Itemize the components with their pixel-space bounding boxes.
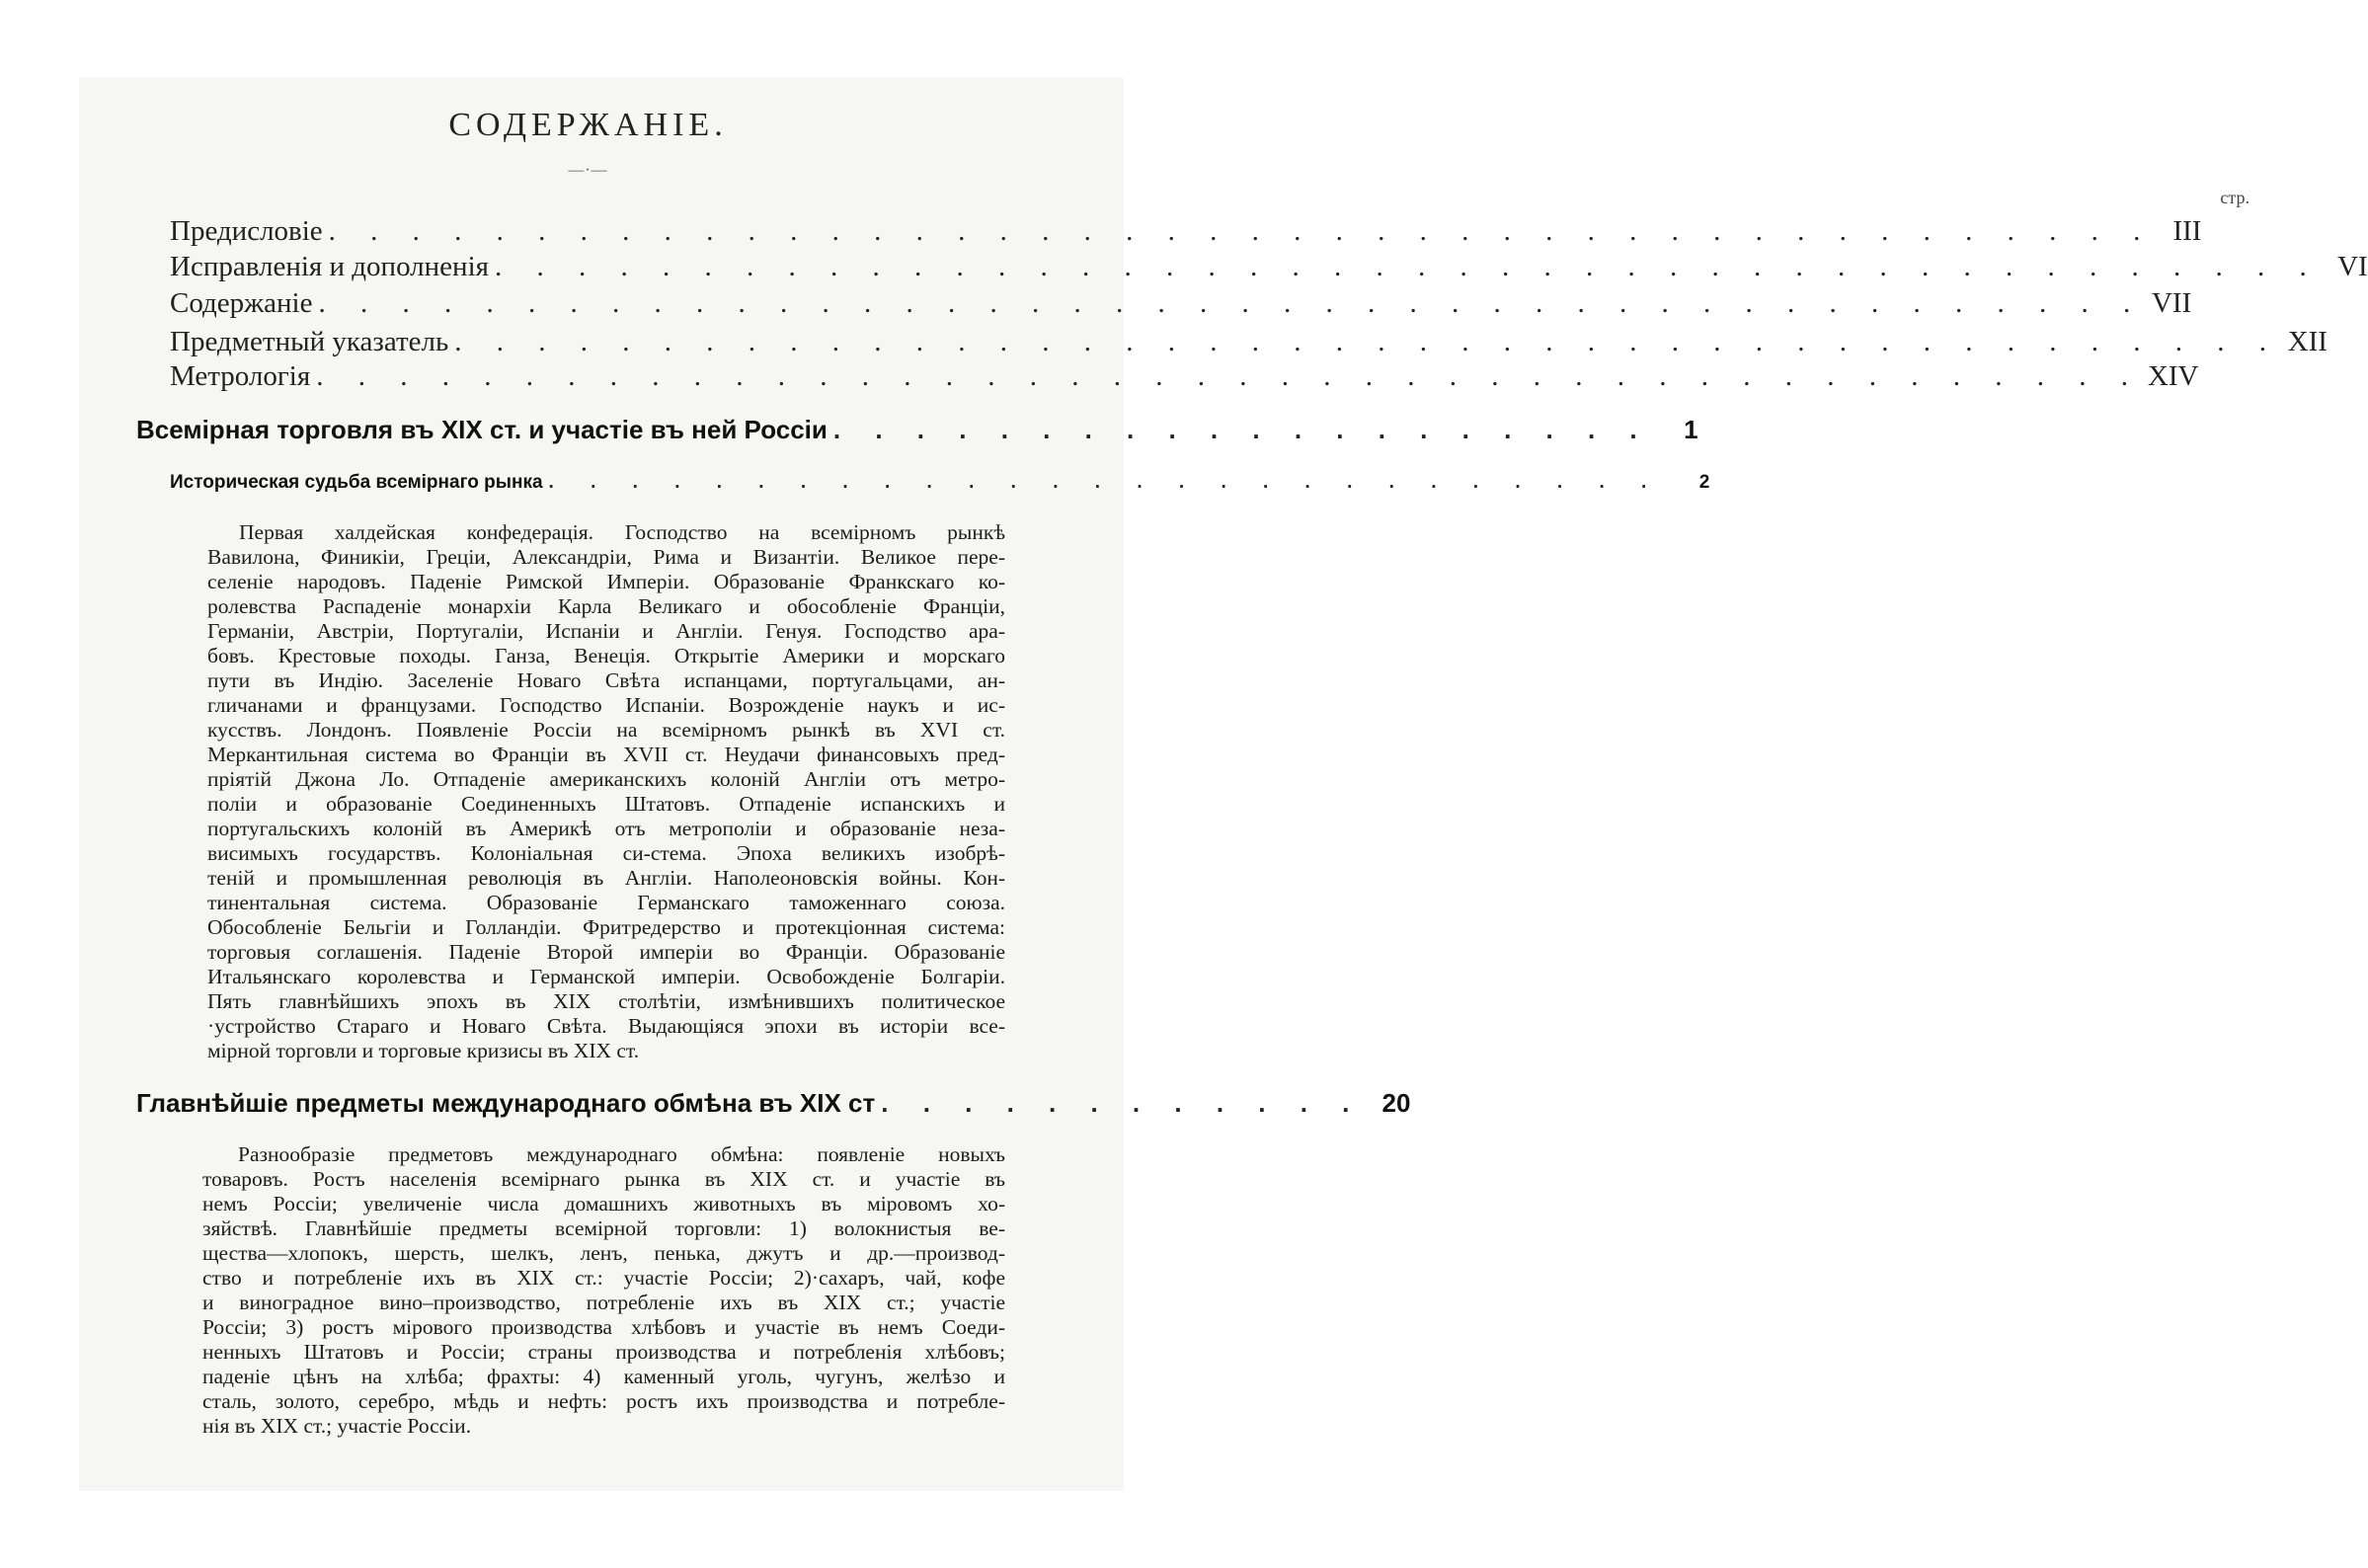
toc-entry-page: XIV bbox=[2147, 360, 2199, 392]
summary-line: сталь, золото, серебро, мѣдь и нефть: ростъ ихъ производства и потребле- bbox=[202, 1389, 1005, 1413]
summary-line: Меркантильная система во Франціи въ XVII ст. Неудачи финансовыхъ пред- bbox=[207, 743, 1005, 766]
section-summary-paragraph bbox=[202, 1142, 1005, 1439]
summary-line: Вавилона, Финикіи, Греціи, Александріи, Рима и Византіи. Великое пере- bbox=[207, 545, 1005, 569]
toc-entry-metrology[interactable] bbox=[170, 360, 2199, 393]
summary-line: селеніе народовъ. Паденіе Римской Имперіи. Образованіе Франкскаго ко- bbox=[207, 570, 1005, 593]
summary-line: ·устройство Стараго и Новаго Свѣта. Выдающіяся эпохи въ исторіи все- bbox=[207, 1014, 1005, 1038]
section-page: 20 bbox=[1381, 1088, 1411, 1118]
summary-line: зяйствѣ. Главнѣйшіе предметы всемірной торговли: 1) волокнистыя ве- bbox=[202, 1216, 1005, 1240]
toc-subsection-historical-fate[interactable] bbox=[170, 472, 1710, 494]
summary-line: гличанами и французами. Господство Испаніи. Возрожденіе наукъ и ис- bbox=[207, 693, 1005, 717]
page-column-label: стр. bbox=[2220, 188, 2250, 207]
summary-line: тинентальная система. Образованіе Германскаго таможеннаго союза. bbox=[207, 891, 1005, 914]
leader-dots: . . . . . . . . . . . . . . . . . . . . . . . . . . . . . . . . . . . . . . . . . . . . bbox=[454, 326, 2280, 357]
summary-line: ролевства Распаденіе монархіи Карла Великаго и обособленіе Франціи, bbox=[207, 594, 1005, 618]
toc-entry-page: VI bbox=[2337, 251, 2368, 282]
toc-section-main-exchange-items[interactable] bbox=[136, 1088, 1411, 1119]
summary-line: немъ Россіи; увеличеніе числа домашнихъ животныхъ въ міровомъ хо- bbox=[202, 1192, 1005, 1215]
toc-entry-label: Метрологія bbox=[170, 360, 311, 392]
leader-dots: . . . . . . . . . . . . . . . . . . . . . . . . . . . . . . . . . . . . . . . . . . . . bbox=[316, 360, 2142, 392]
summary-line: поліи и образованіе Соединенныхъ Штатовъ. Отпаденіе испанскихъ и bbox=[207, 792, 1005, 816]
toc-entry-page: III bbox=[2172, 215, 2202, 247]
toc-entry-preface[interactable] bbox=[170, 215, 2202, 248]
summary-line: Первая халдейская конфедерація. Господство на всемірномъ рынкѣ bbox=[239, 520, 1005, 544]
toc-entry-page: VII bbox=[2151, 287, 2192, 319]
summary-line: Россіи; 3) ростъ мірового производства хлѣбовъ и участіе въ немъ Соеди- bbox=[202, 1315, 1005, 1339]
leader-dots: . . . . . . . . . . . . . . . . . . . . . . . . . . . . . . . . . . . . . . . . . . . . bbox=[318, 287, 2145, 319]
toc-entry-label: Исправленія и дополненія bbox=[170, 251, 489, 282]
summary-line: Разнообразіе предметовъ международнаго обмѣна: появленіе новыхъ bbox=[238, 1142, 1005, 1166]
summary-line: ство и потребленіе ихъ въ XIX ст.: участіе Россіи; 2)·сахаръ, чай, кофе bbox=[202, 1266, 1005, 1290]
summary-line: товаровъ. Ростъ населенія всемірнаго рынка въ XIX ст. и участіе въ bbox=[202, 1167, 1005, 1191]
summary-line: щества—хлопокъ, шерсть, шелкъ, ленъ, пенька, джутъ и др.—производ- bbox=[202, 1241, 1005, 1265]
summary-line: пріятій Джона Ло. Отпаденіе американскихъ колоній Англіи отъ метро- bbox=[207, 767, 1005, 791]
summary-line: бовъ. Крестовые походы. Ганза, Венеція. Открытіе Америки и морскаго bbox=[207, 644, 1005, 667]
section-summary-paragraph bbox=[207, 520, 1005, 1063]
toc-entry-page: XII bbox=[2287, 326, 2328, 357]
summary-line: торговыя соглашенія. Паденіе Второй имперіи во Франціи. Образованіе bbox=[207, 940, 1005, 964]
summary-line: пути въ Индію. Заселеніе Новаго Свѣта испанцами, португальцами, ан- bbox=[207, 668, 1005, 692]
summary-line: теній и промышленная революція въ Англіи. Наполеоновскія войны. Кон- bbox=[207, 866, 1005, 890]
page-title: СОДЕРЖАНІЕ. bbox=[448, 107, 728, 143]
summary-line: висимыхъ государствъ. Колоніальная си-стема. Эпоха великихъ изобрѣ- bbox=[207, 841, 1005, 865]
summary-line: и виноградное вино–производство, потребленіе ихъ въ XIX ст.; участіе bbox=[202, 1291, 1005, 1314]
toc-entry-corrections[interactable] bbox=[170, 251, 2368, 283]
summary-line: Германіи, Австріи, Португаліи, Испаніи и Англіи. Генуя. Господство ара- bbox=[207, 619, 1005, 643]
section-heading: Главнѣйшіе предметы международнаго обмѣна въ XIX ст bbox=[136, 1088, 876, 1118]
toc-entry-label: Предметный указатель bbox=[170, 326, 449, 357]
section-heading: Всемірная торговля въ XIX ст. и участіе въ ней Россіи bbox=[136, 415, 828, 444]
summary-line: Пять главнѣйшихъ эпохъ въ XIX столѣтіи, измѣнившихъ политическое bbox=[207, 989, 1005, 1013]
summary-line: португальскихъ колоній въ Америкѣ отъ метрополіи и образованіе неза- bbox=[207, 817, 1005, 840]
toc-entry-subject-index[interactable] bbox=[170, 326, 2328, 358]
toc-entry-label: Содержаніе bbox=[170, 287, 313, 319]
section-page: 1 bbox=[1684, 415, 1698, 444]
subsection-page: 2 bbox=[1698, 472, 1710, 493]
leader-dots: . . . . . . . . . . . . bbox=[881, 1088, 1364, 1118]
title-ornament: —·— bbox=[568, 162, 608, 179]
summary-line: мірной торговли и торговые кризисы въ XIX ст. bbox=[207, 1039, 640, 1062]
toc-section-world-trade[interactable] bbox=[136, 415, 1698, 445]
leader-dots: . . . . . . . . . . . . . . . . . . . . . . . . . . . . . . . . . . . . . . . . . . . . bbox=[328, 215, 2155, 247]
summary-line: Обособленіе Бельгіи и Голландіи. Фритредерство и протекціонная система: bbox=[207, 915, 1005, 939]
toc-entry-label: Предисловіе bbox=[170, 215, 323, 247]
summary-line: ненныхъ Штатовъ и Россіи; страны производства и потребленія хлѣбовъ; bbox=[202, 1340, 1005, 1364]
leader-dots: . . . . . . . . . . . . . . . . . . . . . . . . . . . bbox=[548, 472, 1663, 493]
leader-dots: . . . . . . . . . . . . . . . . . . . . bbox=[832, 415, 1651, 444]
toc-entry-contents[interactable] bbox=[170, 287, 2192, 320]
leader-dots: . . . . . . . . . . . . . . . . . . . . . . . . . . . . . . . . . . . . . . . . . . . . bbox=[494, 251, 2321, 282]
summary-line: паденіе цѣнъ на хлѣба; фрахты: 4) каменный уголь, чугунъ, желѣзо и bbox=[202, 1365, 1005, 1388]
summary-line: Итальянскаго королевства и Германской имперіи. Освобожденіе Болгаріи. bbox=[207, 965, 1005, 988]
summary-line: нія въ XIX ст.; участіе Россіи. bbox=[202, 1414, 472, 1438]
subsection-heading: Историческая судьба всемірнаго рынка bbox=[170, 472, 543, 493]
summary-line: кусствъ. Лондонъ. Появленіе Россіи на всемірномъ рынкѣ въ XVI ст. bbox=[207, 718, 1005, 742]
